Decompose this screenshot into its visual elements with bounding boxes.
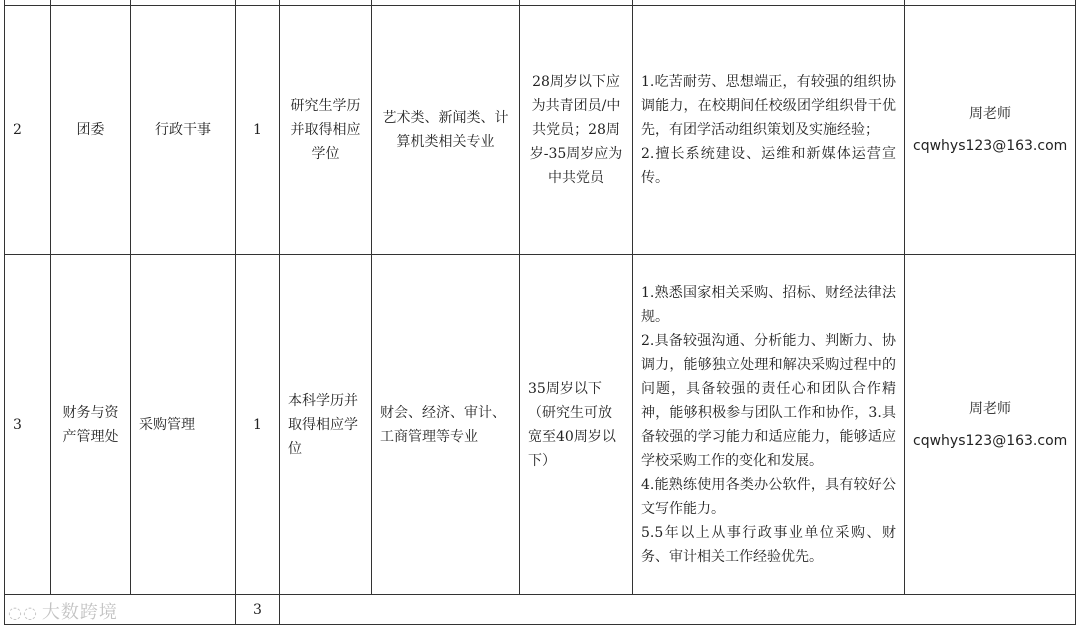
- requirement-item: 1.熟悉国家相关采购、招标、财经法律法规。: [641, 284, 896, 325]
- contact-name: 周老师: [969, 400, 1011, 417]
- requirements-cell: [633, 255, 905, 595]
- contact-email: cqwhys123@163.com: [913, 138, 1068, 154]
- row-number: 2: [5, 6, 51, 255]
- count-cell: 1: [236, 6, 280, 255]
- age-cell: 35周岁以下（研究生可放宽至40周岁以下）: [520, 255, 633, 595]
- watermark-text: 大数跨境: [41, 602, 118, 623]
- position-cell: 行政干事: [131, 6, 236, 255]
- total-blank-cell: [280, 595, 1076, 625]
- total-count: 3: [236, 595, 280, 625]
- total-row: [5, 595, 1076, 625]
- age-cell: 28周岁以下应为共青团员/中共党员；28周岁-35周岁应为中共党员: [520, 6, 633, 255]
- requirements-cell: [633, 6, 905, 255]
- major-cell: 财会、经济、审计、工商管理等专业: [372, 255, 520, 595]
- table-row: [5, 6, 1076, 255]
- table-row: [5, 255, 1076, 595]
- requirement-item: 5.5年以上从事行政事业单位采购、财务、审计相关工作经验优先。: [641, 524, 896, 565]
- education-cell: 本科学历并取得相应学位: [280, 255, 372, 595]
- recruitment-table: [4, 0, 1076, 625]
- department-cell: 团委: [51, 6, 131, 255]
- requirement-item: 1.吃苦耐劳、思想端正，有较强的组织协调能力，在校期间任校级团学组织骨干优先，有团学活动组织策划及实施经验；: [641, 74, 896, 138]
- row-number: 3: [5, 255, 51, 595]
- major-cell: 艺术类、新闻类、计算机类相关专业: [372, 6, 520, 255]
- watermark: [8, 598, 118, 624]
- position-cell: 采购管理: [131, 255, 236, 595]
- count-cell: 1: [236, 255, 280, 595]
- contact-name: 周老师: [969, 106, 1011, 122]
- requirement-item: 2.具备较强沟通、分析能力、判断力、协调力，能够独立处理和解决采购过程中的问题，具备较强的责任心和团队合作精神，能够积极参与团队工作和协作，3.具备较强的学习能力和适应能力，能够适应学校采购工作的变化和发展。: [641, 332, 896, 469]
- contact-cell: [905, 255, 1076, 595]
- contact-email: cqwhys123@163.com: [913, 432, 1068, 449]
- watermark-logo-icon: ◌◌: [8, 603, 38, 622]
- department-cell: 财务与资产管理处: [51, 255, 131, 595]
- contact-cell: [905, 6, 1076, 255]
- requirement-item: 2.擅长系统建设、运维和新媒体运营宣传。: [641, 146, 896, 186]
- requirement-item: 4.能熟练使用各类办公软件，具有较好公文写作能力。: [641, 476, 896, 517]
- education-cell: 研究生学历并取得相应学位: [280, 6, 372, 255]
